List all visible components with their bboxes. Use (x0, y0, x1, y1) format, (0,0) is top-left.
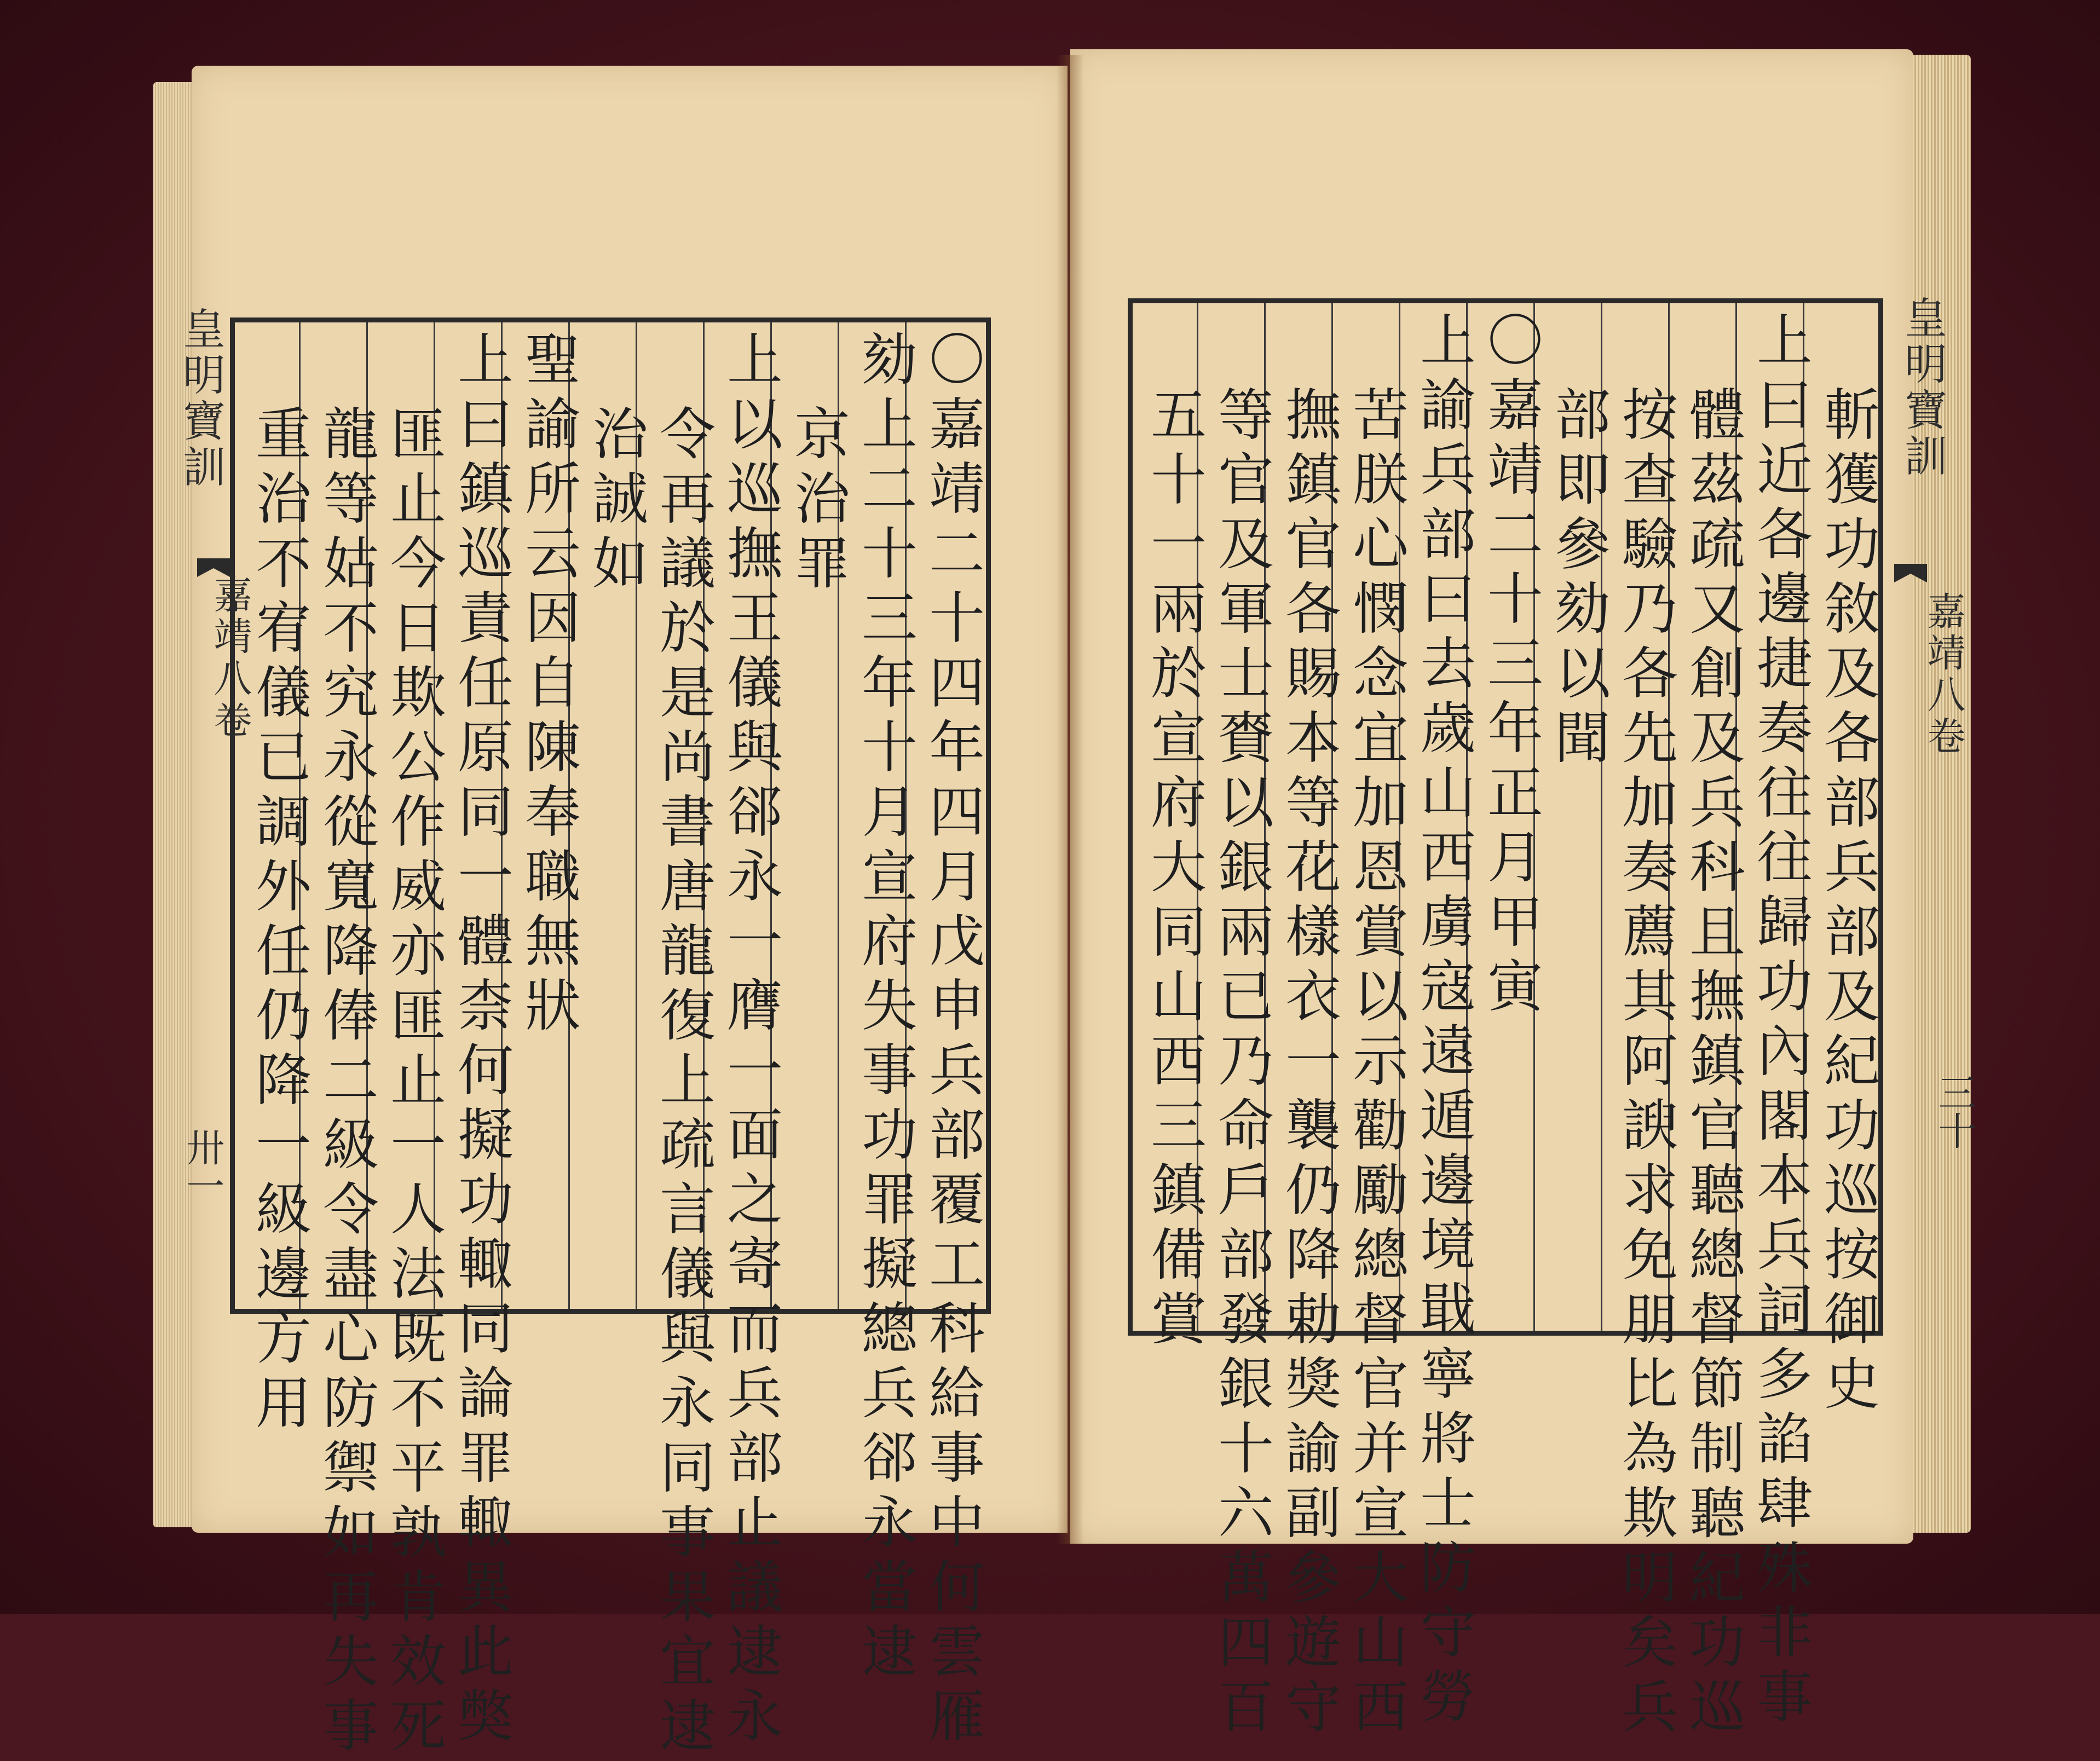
text-column: 斬獲功敘及各部兵部及紀功巡按御史 (1815, 385, 1880, 1419)
right-text-frame (1128, 298, 1883, 1742)
left-margin-juan: 嘉靖八卷 (207, 575, 252, 741)
text-column: 體茲疏又創及兵科且撫鎮官聽總督節制聽紀功巡 (1680, 385, 1745, 1742)
text-column: 〇嘉靖二十三年正月甲寅 (1478, 311, 1543, 1021)
text-column: 上曰近各邊捷奏往往歸功內閣本兵詞多諂肆殊非事 (1747, 311, 1813, 1732)
text-column: 苦朕心憫念宜加恩賞以示勸勵總督官并宣大山西 (1343, 385, 1409, 1742)
text-column: 〇嘉靖二十四年四月戊申兵部覆工科給事中何雲雁 (920, 330, 985, 1751)
left-margin-title: 皇明寶訓 (176, 307, 225, 490)
right-fishtail-icon (1894, 564, 1927, 582)
right-folio: 三十 (1932, 1073, 1977, 1150)
text-column: 上諭兵部曰去歲山西虜寇遠遁邊境戢寧將士防守勞 (1411, 311, 1476, 1732)
text-column: 龍等姑不究永從寬降俸二級令盡心防禦如再失事 (314, 405, 379, 1761)
text-column: 上曰鎮巡責任原同一體柰何擬功輙同論罪輙異此獘 (448, 330, 514, 1751)
text-column: 上以巡撫王儀與郤永一膺一面之寄而兵部止議逮永 (718, 330, 783, 1751)
left-folio: 卅一 (180, 1128, 225, 1204)
text-column: 聖諭所云因自陳奉職無狀 (516, 330, 581, 1041)
text-column: 治誠如 (583, 405, 648, 598)
text-column: 五十一兩於宣府大同山西三鎮備賞 (1141, 385, 1207, 1354)
text-column: 部即參劾以聞 (1545, 385, 1611, 773)
right-margin-juan: 嘉靖八卷 (1921, 591, 1966, 758)
text-column: 等官及軍士賚以銀兩已乃命戶部發銀十六萬四百 (1209, 385, 1274, 1742)
left-fishtail-icon (197, 558, 230, 577)
text-column: 撫鎮官各賜本等花樣衣一襲仍降勅獎諭副參遊守 (1276, 385, 1341, 1742)
right-margin-title: 皇明寶訓 (1897, 296, 1947, 480)
text-column: 京治罪 (785, 405, 850, 598)
text-column: 按查驗乃各先加奏薦其阿諛求免朋比為欺明矣兵 (1613, 385, 1678, 1742)
text-column: 重治不宥儀已調外任仍降一級邊方用 (246, 405, 311, 1438)
text-column: 匪止今日欺公作威亦匪止一人法既不平孰肯效死 (381, 405, 446, 1761)
text-column: 劾上二十三年十月宣府失事功罪擬總兵郤永當逮 (852, 330, 918, 1687)
book-gutter (1057, 55, 1084, 1544)
text-column: 令再議於是尚書唐龍復上疏言儀與永同事果宜逮 (650, 405, 716, 1761)
left-text-frame (230, 317, 991, 1761)
